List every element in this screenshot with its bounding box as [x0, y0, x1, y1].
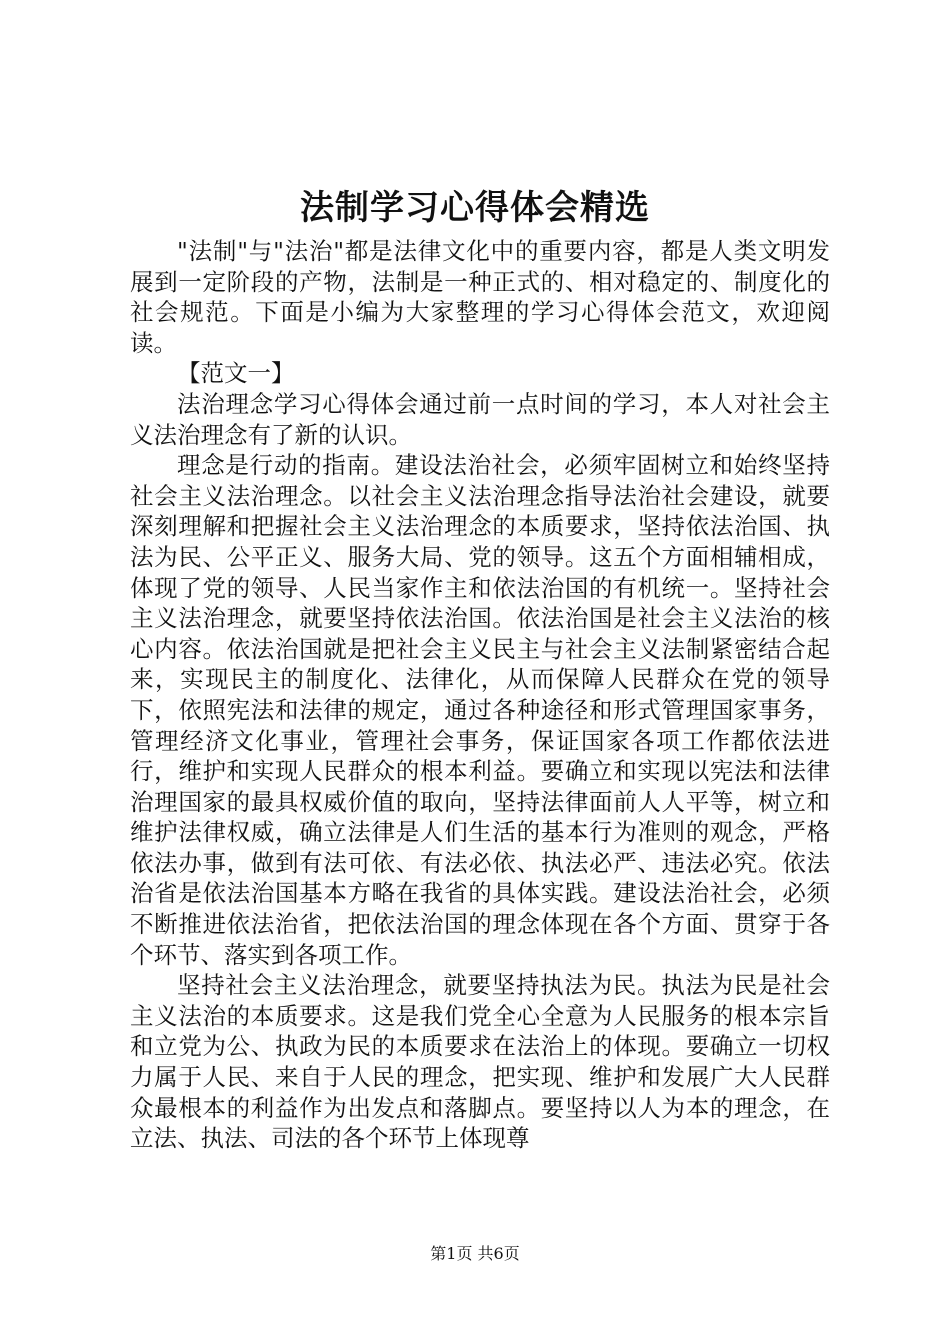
- paragraph-opening: 法治理念学习心得体会通过前一点时间的学习，本人对社会主义法治理念有了新的认识。: [130, 389, 830, 449]
- document-title: 法制学习心得体会精选: [300, 188, 650, 228]
- paragraph-serve-people: 坚持社会主义法治理念，就要坚持执法为民。执法为民是社会主义法治的本质要求。这是我们党全心全意为人民服务的根本宗旨和立党为公、执政为民的本质要求在法治上的体现。要确立一切权力属于人民、来自于人民的理念，把实现、维护和发展广大人民群众最根本的利益作为出发点和落脚点。要坚持以人为本的理念，在立法、执法、司法的各个环节上体现尊: [130, 971, 830, 1153]
- document-body: [130, 236, 830, 1154]
- paragraph-section-heading: 【范文一】: [177, 359, 295, 388]
- paragraph-intro: "法制"与"法治"都是法律文化中的重要内容，都是人类文明发展到一定阶段的产物，法制是一种正式的、相对稳定的、制度化的社会规范。下面是小编为大家整理的学习心得体会范文，欢迎阅读。: [130, 237, 830, 357]
- paragraph-rule-of-law: 理念是行动的指南。建设法治社会，必须牢固树立和始终坚持社会主义法治理念。以社会主义法治理念指导法治社会建设，就要深刻理解和把握社会主义法治理念的本质要求，坚持依法治国、执法为民、公平正义、服务大局、党的领导。这五个方面相辅相成，体现了党的领导、人民当家作主和依法治国的有机统一。坚持社会主义法治理念，就要坚持依法治国。依法治国是社会主义法治的核心内容。依法治国就是把社会主义民主与社会主义法制紧密结合起来，实现民主的制度化、法律化，从而保障人民群众在党的领导下，依照宪法和法律的规定，通过各种途径和形式管理国家事务，管理经济文化事业，管理社会事务，保证国家各项工作都依法进行，维护和实现人民群众的根本利益。要确立和实现以宪法和法律治理国家的最具权威价值的取向，坚持法律面前人人平等，树立和维护法律权威，确立法律是人们生活的基本行为准则的观念，严格依法办事，做到有法可依、有法必依、执法必严、违法必究。依法治省是依法治国基本方略在我省的具体实践。建设法治社会，必须不断推进依法治省，把依法治国的理念体现在各个方面、贯穿于各个环节、落实到各项工作。: [130, 451, 830, 969]
- page-footer: 第1页 共6页: [430, 1244, 520, 1263]
